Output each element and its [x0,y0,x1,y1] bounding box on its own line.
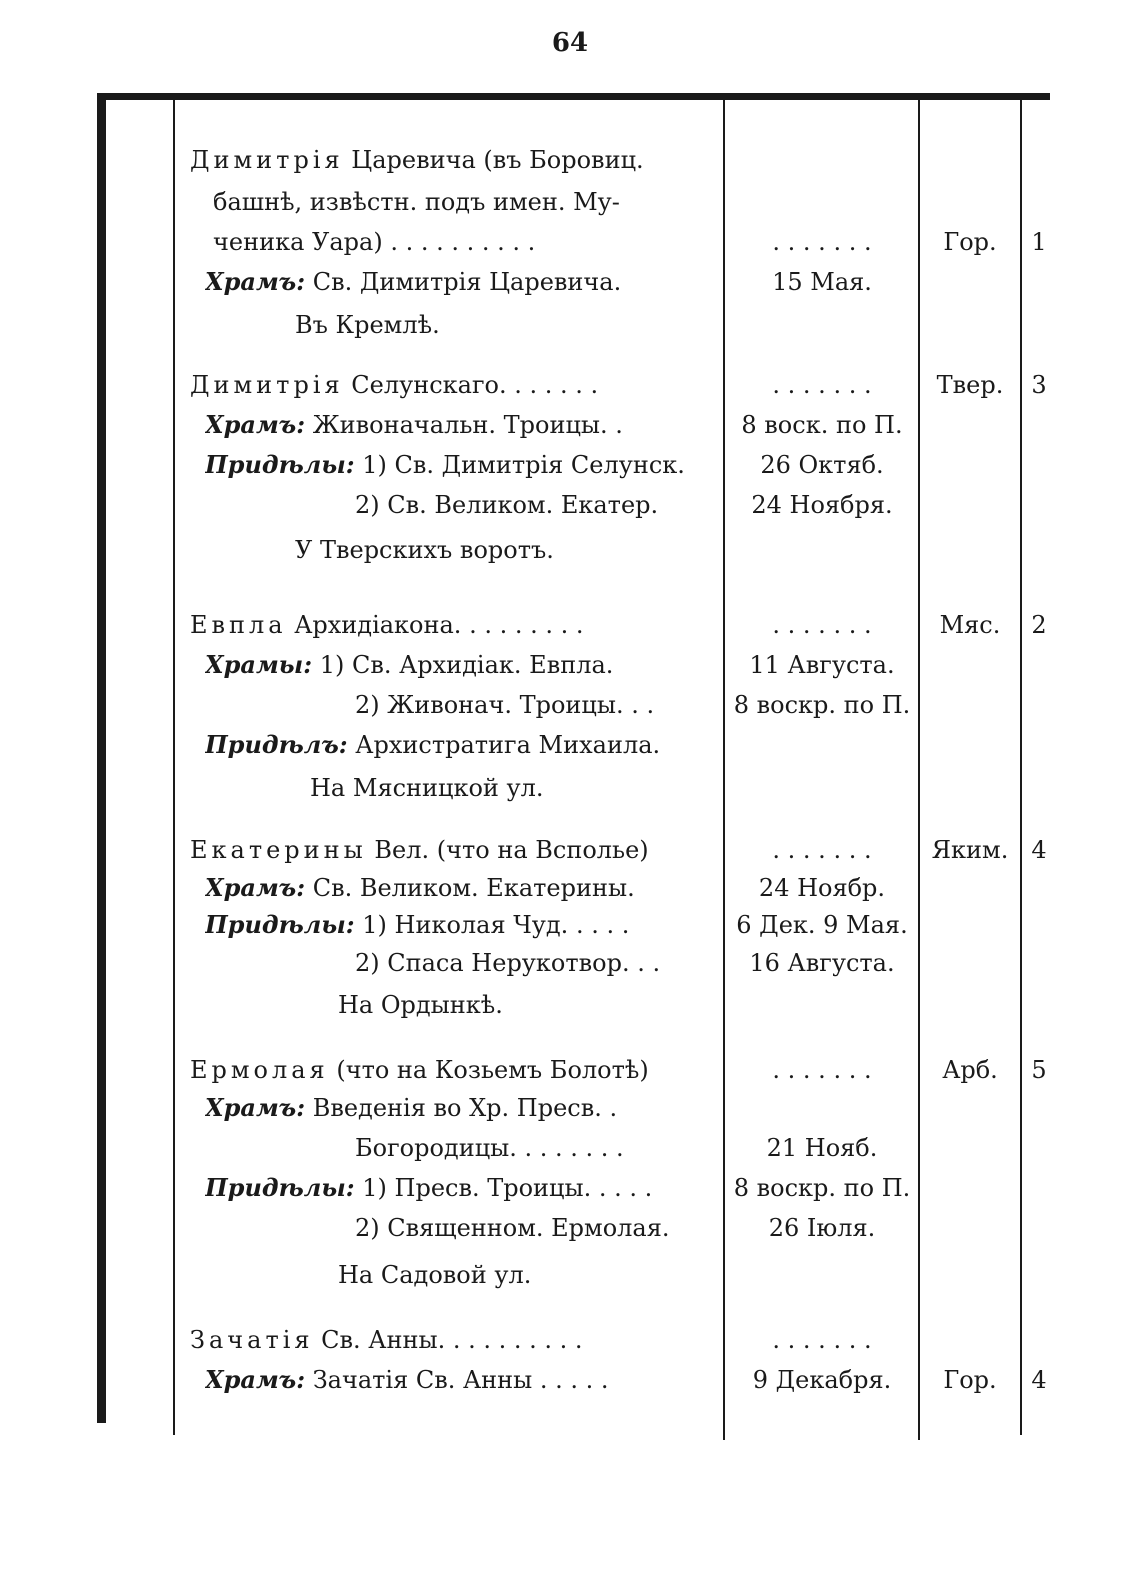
temple-entry [205,405,730,445]
row-text: Твер. [936,371,1004,399]
row-text: . . . . . . . [772,836,872,864]
feast-date [727,1360,917,1400]
church-name-lead: Евпла [190,611,287,639]
row-number [1024,365,1054,405]
city-part [922,605,1018,645]
row-text: 26 Октяб. [760,451,884,479]
temple-label: Храмъ: [205,267,306,296]
temple-entry-indented [355,1128,715,1168]
row-text: 4 [1031,1366,1047,1394]
row-text: башнѣ, извѣстн. подъ имен. Му- [213,188,620,216]
table-row [0,1208,1140,1248]
feast-date [727,445,917,485]
row-text: Богородицы. . . . . . . . [355,1134,624,1162]
church-name-lead: Димитрія [190,371,344,399]
row-text: На Садовой ул. [338,1261,532,1289]
location-note [338,985,718,1025]
row-text: 2) Священном. Ермолая. [355,1214,670,1242]
feast-date [727,1128,917,1168]
temple-entry [205,445,730,485]
feast-date [727,1050,917,1090]
row-text: 2) Св. Великом. Екатер. [355,491,659,519]
table-row [0,905,1140,945]
row-text: 2 [1031,611,1047,639]
temple-text: 1) Николая Чуд. . . . . [354,911,630,939]
temple-label: Придѣлы: [205,1173,355,1202]
row-text: На Мясницкой ул. [310,774,544,802]
temple-text: Введенія во Хр. Пресв. . [305,1094,618,1122]
temple-entry [205,1088,730,1128]
row-text: 9 Декабря. [752,1366,892,1394]
temple-text: 1) Пресв. Троицы. . . . . [354,1174,653,1202]
feast-date [727,485,917,525]
row-text: . . . . . . . [772,371,872,399]
temple-text: 1) Св. Димитрія Селунск. [354,451,685,479]
row-text: Гор. [943,1366,997,1394]
location-note [295,305,715,345]
table-row [0,222,1140,262]
feast-date [727,943,917,983]
temple-entry [205,645,730,685]
row-text: 3 [1031,371,1047,399]
temple-text: Св. Великом. Екатерины. [305,874,635,902]
city-part [922,222,1018,262]
row-number [1024,605,1054,645]
table-row [0,1088,1140,1128]
temple-entry-indented [355,943,715,983]
temple-entry [205,725,730,765]
row-text: ченика Уара) . . . . . . . . . . [213,228,536,256]
temple-entry-indented [355,685,715,725]
temple-entry [205,868,730,908]
row-text: . . . . . . . [772,228,872,256]
feast-date [727,905,917,945]
location-note [295,530,715,570]
feast-date [727,1320,917,1360]
row-text: 2) Спаса Нерукотвор. . . [355,949,661,977]
table-row [0,768,1140,808]
row-number [1024,1360,1054,1400]
temple-text: Живоначальн. Троицы. . [305,411,623,439]
temple-text: 1) Св. Архидіак. Евпла. [312,651,614,679]
temple-label: Храмъ: [205,1365,306,1394]
row-text: 4 [1031,836,1047,864]
temple-label: Храмы: [205,650,313,679]
table-row [0,305,1140,345]
table-row [0,1320,1140,1360]
row-text: На Ордынкѣ. [338,991,503,1019]
temple-entry [205,905,730,945]
church-name-rest: Царевича (въ Боровиц. [343,146,644,174]
table-row [0,182,1140,222]
feast-date [727,685,917,725]
table-row [0,530,1140,570]
row-text: 26 Іюля. [768,1214,876,1242]
church-name-continued [213,182,738,222]
table-row [0,365,1140,405]
row-text: Арб. [942,1056,998,1084]
feast-date [727,405,917,445]
table-row [0,830,1140,870]
feast-date [727,222,917,262]
row-text: 8 воскр. по П. [733,691,911,719]
table-row [0,445,1140,485]
temple-entry-indented [355,485,715,525]
church-name [190,830,715,870]
row-number [1024,830,1054,870]
church-name-rest: Св. Анны. . . . . . . . . . [313,1326,583,1354]
row-number [1024,1050,1054,1090]
temple-label: Придѣлъ: [205,730,348,759]
church-name-lead: Зачатія [190,1326,314,1354]
temple-text: Архистратига Михаила. [347,731,661,759]
table-row [0,1128,1140,1168]
table-top-rule [97,93,1050,100]
city-part [922,830,1018,870]
row-text: 8 воскр. по П. [733,1174,911,1202]
row-text: 24 Ноябр. [758,874,886,902]
table-row [0,645,1140,685]
table-row [0,405,1140,445]
table-row [0,868,1140,908]
row-number [1024,222,1054,262]
temple-label: Храмъ: [205,1093,306,1122]
table-row [0,943,1140,983]
table-row [0,1168,1140,1208]
feast-date [727,605,917,645]
feast-date [727,262,917,302]
church-name-lead: Ермолая [190,1056,329,1084]
row-text: Мяс. [939,611,1001,639]
page-number: 64 [551,28,589,58]
row-text: 16 Августа. [749,949,895,977]
temple-text: Зачатія Св. Анны . . . . . [305,1366,609,1394]
church-name-rest: Архидіакона. . . . . . . . . [286,611,584,639]
church-name [190,605,715,645]
row-text: 21 Нояб. [766,1134,878,1162]
row-text: 11 Августа. [749,651,895,679]
table-row [0,685,1140,725]
temple-entry-indented [355,1208,715,1248]
temple-label: Храмъ: [205,873,306,902]
feast-date [727,645,917,685]
church-name [190,140,715,180]
row-text: . . . . . . . [772,1056,872,1084]
row-text: 8 воск. по П. [741,411,903,439]
temple-entry [205,262,730,302]
row-text: . . . . . . . [772,1326,872,1354]
row-text: 15 Мая. [772,268,872,296]
feast-date [727,830,917,870]
feast-date [727,365,917,405]
table-row [0,140,1140,180]
feast-date [727,1208,917,1248]
feast-date [727,1168,917,1208]
table-row [0,1050,1140,1090]
city-part [922,365,1018,405]
row-text: 2) Живонач. Троицы. . . [355,691,655,719]
church-name [190,1050,715,1090]
city-part [922,1360,1018,1400]
church-name-rest: (что на Козьемъ Болотѣ) [328,1056,649,1084]
table-row [0,725,1140,765]
feast-date [727,868,917,908]
row-text: Яким. [931,836,1009,864]
church-name-rest: Селунскаго. . . . . . . [343,371,599,399]
temple-label: Придѣлы: [205,910,355,939]
temple-entry [205,1360,730,1400]
location-note [310,768,730,808]
city-part [922,1050,1018,1090]
church-name-rest: Вел. (что на Всполье) [366,836,649,864]
church-name [190,365,715,405]
row-text: 6 Дек. 9 Мая. [736,911,908,939]
church-name [190,1320,715,1360]
row-text: 5 [1031,1056,1047,1084]
location-note [338,1255,718,1295]
table-row [0,485,1140,525]
row-text: 1 [1031,228,1047,256]
row-text: Въ Кремлѣ. [295,311,440,339]
table-row [0,985,1140,1025]
temple-entry [205,1168,730,1208]
temple-label: Придѣлы: [205,450,355,479]
temple-text: Св. Димитрія Царевича. [305,268,622,296]
church-name-continued [213,222,738,262]
temple-label: Храмъ: [205,410,306,439]
table-row [0,262,1140,302]
church-name-lead: Димитрія [190,146,344,174]
row-text: У Тверскихъ воротъ. [295,536,554,564]
church-name-lead: Екатерины [190,836,367,864]
table-row [0,1360,1140,1400]
row-text: Гор. [943,228,997,256]
table-row [0,605,1140,645]
row-text: 24 Ноября. [751,491,893,519]
table-row [0,1255,1140,1295]
row-text: . . . . . . . [772,611,872,639]
